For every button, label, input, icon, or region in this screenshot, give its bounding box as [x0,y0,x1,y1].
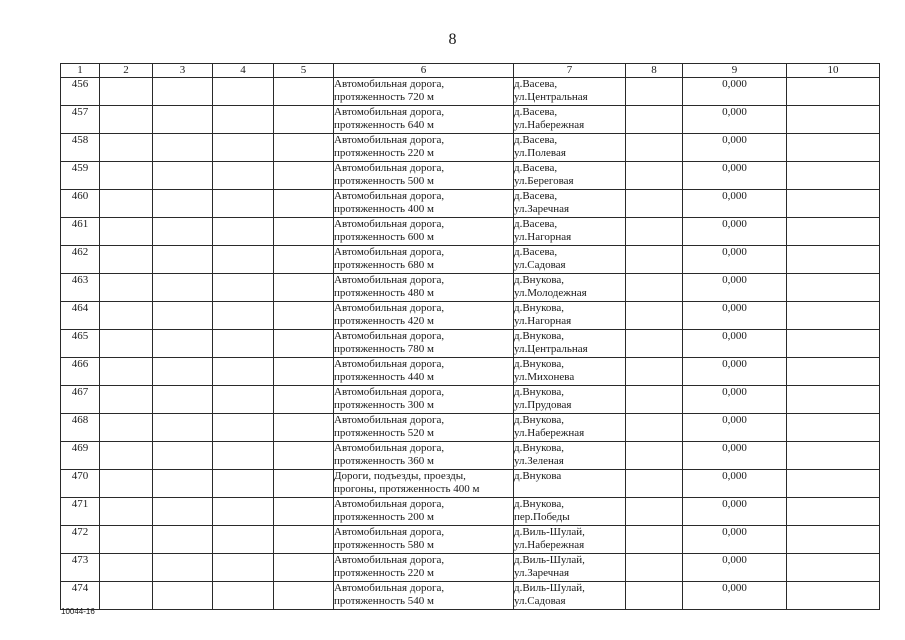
object-name-cell [334,274,514,302]
object-name-line: Автомобильная дорога, [334,498,445,510]
table-row [61,302,880,330]
column-header: 1 [61,64,100,78]
empty-cell [153,358,213,386]
object-name-line: протяженность 780 м [334,343,435,355]
table-row [61,414,880,442]
row-number-cell: 473 [61,554,100,582]
empty-cell [153,498,213,526]
empty-cell [153,106,213,134]
empty-cell [213,274,274,302]
empty-cell [274,218,334,246]
row-number-cell: 469 [61,442,100,470]
object-name-line: протяженность 440 м [334,371,435,383]
object-name-line: Автомобильная дорога, [334,302,445,314]
empty-cell [213,526,274,554]
address-cell [514,554,626,582]
empty-cell [626,386,683,414]
empty-cell [787,190,880,218]
empty-cell [787,302,880,330]
empty-cell [100,106,153,134]
empty-cell [213,442,274,470]
empty-cell [626,442,683,470]
empty-cell [213,218,274,246]
table-row [61,106,880,134]
object-name-cell [334,582,514,610]
address-line: ул.Михонева [514,371,575,383]
empty-cell [100,386,153,414]
table-row [61,330,880,358]
row-number-cell: 468 [61,414,100,442]
table-row [61,190,880,218]
empty-cell [213,414,274,442]
registry-table [60,63,880,610]
empty-cell [100,554,153,582]
address-line: ул.Заречная [514,203,570,215]
empty-cell [153,386,213,414]
value-cell: 0,000 [683,302,787,330]
table-row [61,470,880,498]
object-name-line: Автомобильная дорога, [334,582,445,594]
empty-cell [274,470,334,498]
row-number-cell: 465 [61,330,100,358]
address-cell [514,106,626,134]
empty-cell [626,78,683,106]
address-line: ул.Центральная [514,343,588,355]
address-line: д.Внукова, [514,330,565,342]
empty-cell [787,358,880,386]
row-number-cell: 461 [61,218,100,246]
empty-cell [274,162,334,190]
object-name-line: Автомобильная дорога, [334,190,445,202]
table-row [61,162,880,190]
empty-cell [787,414,880,442]
address-line: ул.Заречная [514,567,570,579]
address-line: ул.Полевая [514,147,566,159]
empty-cell [100,218,153,246]
row-number-cell: 456 [61,78,100,106]
table-row [61,554,880,582]
object-name-cell [334,330,514,358]
table-row [61,358,880,386]
empty-cell [100,414,153,442]
empty-cell [274,526,334,554]
empty-cell [213,162,274,190]
table-row [61,274,880,302]
empty-cell [274,330,334,358]
table-row [61,218,880,246]
row-number-cell: 460 [61,190,100,218]
address-line: ул.Нагорная [514,315,572,327]
value-cell: 0,000 [683,526,787,554]
object-name-line: протяженность 640 м [334,119,435,131]
address-line: ул.Набережная [514,119,585,131]
empty-cell [626,470,683,498]
empty-cell [787,526,880,554]
empty-cell [274,554,334,582]
empty-cell [213,386,274,414]
empty-cell [626,190,683,218]
empty-cell [153,218,213,246]
empty-cell [100,162,153,190]
table-row [61,78,880,106]
empty-cell [274,414,334,442]
object-name-line: Автомобильная дорога, [334,526,445,538]
empty-cell [213,302,274,330]
empty-cell [626,246,683,274]
object-name-line: протяженность 520 м [334,427,435,439]
object-name-line: Автомобильная дорога, [334,106,445,118]
empty-cell [787,498,880,526]
object-name-line: протяженность 200 м [334,511,435,523]
table-row [61,582,880,610]
empty-cell [626,302,683,330]
address-cell [514,526,626,554]
object-name-line: Автомобильная дорога, [334,358,445,370]
empty-cell [274,582,334,610]
address-cell [514,414,626,442]
empty-cell [100,246,153,274]
address-line: ул.Нагорная [514,231,572,243]
value-cell: 0,000 [683,162,787,190]
value-cell: 0,000 [683,134,787,162]
empty-cell [153,526,213,554]
empty-cell [153,134,213,162]
column-header: 8 [626,64,683,78]
table-row [61,134,880,162]
empty-cell [787,106,880,134]
object-name-line: протяженность 300 м [334,399,435,411]
document-code: 10044-16 [61,607,95,616]
address-line: пер.Победы [514,511,570,523]
object-name-cell [334,106,514,134]
address-line: ул.Молодежная [514,287,587,299]
empty-cell [100,330,153,358]
table-row [61,246,880,274]
empty-cell [626,498,683,526]
object-name-cell [334,162,514,190]
empty-cell [213,582,274,610]
empty-cell [787,246,880,274]
address-cell [514,246,626,274]
object-name-cell [334,218,514,246]
address-line: д.Васева, [514,246,558,258]
empty-cell [153,470,213,498]
table-row [61,498,880,526]
value-cell: 0,000 [683,442,787,470]
object-name-cell [334,386,514,414]
object-name-line: Автомобильная дорога, [334,554,445,566]
value-cell: 0,000 [683,498,787,526]
table-row [61,442,880,470]
object-name-line: Автомобильная дорога, [334,414,445,426]
empty-cell [153,78,213,106]
empty-cell [213,358,274,386]
object-name-line: Автомобильная дорога, [334,442,445,454]
value-cell: 0,000 [683,386,787,414]
address-line: д.Васева, [514,134,558,146]
empty-cell [274,106,334,134]
address-line: д.Внукова, [514,386,565,398]
column-header: 4 [213,64,274,78]
empty-cell [787,386,880,414]
empty-cell [213,330,274,358]
empty-cell [100,134,153,162]
address-line: ул.Зеленая [514,455,564,467]
address-line: ул.Набережная [514,539,585,551]
empty-cell [274,302,334,330]
object-name-cell [334,526,514,554]
address-line: д.Васева, [514,106,558,118]
row-number-cell: 458 [61,134,100,162]
empty-cell [626,106,683,134]
address-cell [514,274,626,302]
object-name-cell [334,358,514,386]
object-name-cell [334,190,514,218]
empty-cell [626,554,683,582]
object-name-line: Автомобильная дорога, [334,246,445,258]
value-cell: 0,000 [683,78,787,106]
address-line: ул.Набережная [514,427,585,439]
empty-cell [213,498,274,526]
empty-cell [100,190,153,218]
value-cell: 0,000 [683,106,787,134]
row-number-cell: 466 [61,358,100,386]
address-line: д.Внукова, [514,274,565,286]
address-line: д.Васева, [514,78,558,90]
empty-cell [626,526,683,554]
empty-cell [274,190,334,218]
empty-cell [787,554,880,582]
empty-cell [100,78,153,106]
empty-cell [100,358,153,386]
value-cell: 0,000 [683,554,787,582]
empty-cell [153,246,213,274]
object-name-line: протяженность 400 м [334,203,435,215]
row-number-cell: 472 [61,526,100,554]
table-row [61,526,880,554]
object-name-line: протяженность 220 м [334,147,435,159]
empty-cell [100,470,153,498]
address-cell [514,330,626,358]
empty-cell [274,246,334,274]
address-line: д.Васева, [514,162,558,174]
empty-cell [153,442,213,470]
object-name-line: Дороги, подъезды, проезды, [334,470,466,482]
address-cell [514,134,626,162]
value-cell: 0,000 [683,330,787,358]
address-cell [514,442,626,470]
empty-cell [626,582,683,610]
value-cell: 0,000 [683,470,787,498]
empty-cell [213,246,274,274]
empty-cell [100,498,153,526]
address-cell [514,470,626,498]
address-line: д.Внукова, [514,358,565,370]
object-name-cell [334,246,514,274]
empty-cell [626,414,683,442]
object-name-cell [334,442,514,470]
object-name-line: протяженность 540 м [334,595,435,607]
address-cell [514,386,626,414]
empty-cell [787,78,880,106]
column-header: 3 [153,64,213,78]
empty-cell [274,134,334,162]
address-cell [514,162,626,190]
table-row [61,386,880,414]
object-name-line: протяженность 680 м [334,259,435,271]
object-name-cell [334,302,514,330]
address-line: ул.Береговая [514,175,574,187]
object-name-line: протяженность 500 м [334,175,435,187]
empty-cell [213,470,274,498]
object-name-line: Автомобильная дорога, [334,134,445,146]
header-row [61,64,880,78]
address-line: д.Васева, [514,218,558,230]
empty-cell [626,134,683,162]
row-number-cell: 471 [61,498,100,526]
address-line: ул.Прудовая [514,399,572,411]
empty-cell [787,274,880,302]
empty-cell [153,162,213,190]
empty-cell [274,274,334,302]
address-line: д.Виль-Шулай, [514,582,585,594]
address-cell [514,218,626,246]
object-name-cell [334,470,514,498]
row-number-cell: 457 [61,106,100,134]
object-name-cell [334,414,514,442]
row-number-cell: 462 [61,246,100,274]
address-cell [514,358,626,386]
value-cell: 0,000 [683,190,787,218]
empty-cell [787,218,880,246]
empty-cell [153,554,213,582]
empty-cell [213,106,274,134]
value-cell: 0,000 [683,414,787,442]
object-name-line: Автомобильная дорога, [334,162,445,174]
row-number-cell: 464 [61,302,100,330]
object-name-line: Автомобильная дорога, [334,218,445,230]
column-header: 2 [100,64,153,78]
address-line: ул.Садовая [514,259,566,271]
column-header: 6 [334,64,514,78]
empty-cell [100,274,153,302]
empty-cell [787,582,880,610]
empty-cell [274,358,334,386]
address-line: д.Васева, [514,190,558,202]
value-cell: 0,000 [683,358,787,386]
address-line: д.Внукова, [514,498,565,510]
empty-cell [274,386,334,414]
empty-cell [626,358,683,386]
row-number-cell: 467 [61,386,100,414]
object-name-line: протяженность 480 м [334,287,435,299]
empty-cell [100,582,153,610]
object-name-line: Автомобильная дорога, [334,386,445,398]
column-header: 9 [683,64,787,78]
empty-cell [787,134,880,162]
empty-cell [213,190,274,218]
address-cell [514,78,626,106]
address-line: д.Внукова [514,470,562,482]
empty-cell [787,470,880,498]
row-number-cell: 459 [61,162,100,190]
address-line: д.Виль-Шулай, [514,526,585,538]
row-number-cell: 463 [61,274,100,302]
object-name-line: протяженность 720 м [334,91,435,103]
object-name-line: Автомобильная дорога, [334,78,445,90]
empty-cell [787,330,880,358]
object-name-cell [334,78,514,106]
column-header: 7 [514,64,626,78]
empty-cell [153,190,213,218]
empty-cell [213,554,274,582]
address-line: ул.Центральная [514,91,588,103]
empty-cell [274,78,334,106]
object-name-cell [334,498,514,526]
row-number-cell: 470 [61,470,100,498]
object-name-line: протяженность 420 м [334,315,435,327]
empty-cell [153,330,213,358]
empty-cell [274,498,334,526]
address-cell [514,582,626,610]
value-cell: 0,000 [683,246,787,274]
column-header: 10 [787,64,880,78]
empty-cell [626,330,683,358]
object-name-line: Автомобильная дорога, [334,274,445,286]
value-cell: 0,000 [683,274,787,302]
empty-cell [787,442,880,470]
object-name-line: прогоны, протяженность 400 м [334,483,480,495]
address-cell [514,498,626,526]
empty-cell [153,302,213,330]
value-cell: 0,000 [683,582,787,610]
address-line: д.Виль-Шулай, [514,554,585,566]
empty-cell [626,218,683,246]
value-cell: 0,000 [683,218,787,246]
address-line: д.Внукова, [514,442,565,454]
empty-cell [153,582,213,610]
object-name-line: Автомобильная дорога, [334,330,445,342]
object-name-line: протяженность 220 м [334,567,435,579]
empty-cell [787,162,880,190]
empty-cell [100,302,153,330]
object-name-cell [334,554,514,582]
empty-cell [153,274,213,302]
empty-cell [274,442,334,470]
empty-cell [213,78,274,106]
address-line: д.Внукова, [514,302,565,314]
object-name-line: протяженность 600 м [334,231,435,243]
object-name-line: протяженность 580 м [334,539,435,551]
table-body [61,78,880,610]
row-number-cell: 474 [61,582,100,610]
empty-cell [153,414,213,442]
address-line: д.Внукова, [514,414,565,426]
empty-cell [626,274,683,302]
empty-cell [100,442,153,470]
empty-cell [100,526,153,554]
column-header: 5 [274,64,334,78]
page-number: 8 [448,31,457,48]
empty-cell [213,134,274,162]
empty-cell [626,162,683,190]
address-cell [514,190,626,218]
object-name-cell [334,134,514,162]
object-name-line: протяженность 360 м [334,455,435,467]
address-line: ул.Садовая [514,595,566,607]
address-cell [514,302,626,330]
